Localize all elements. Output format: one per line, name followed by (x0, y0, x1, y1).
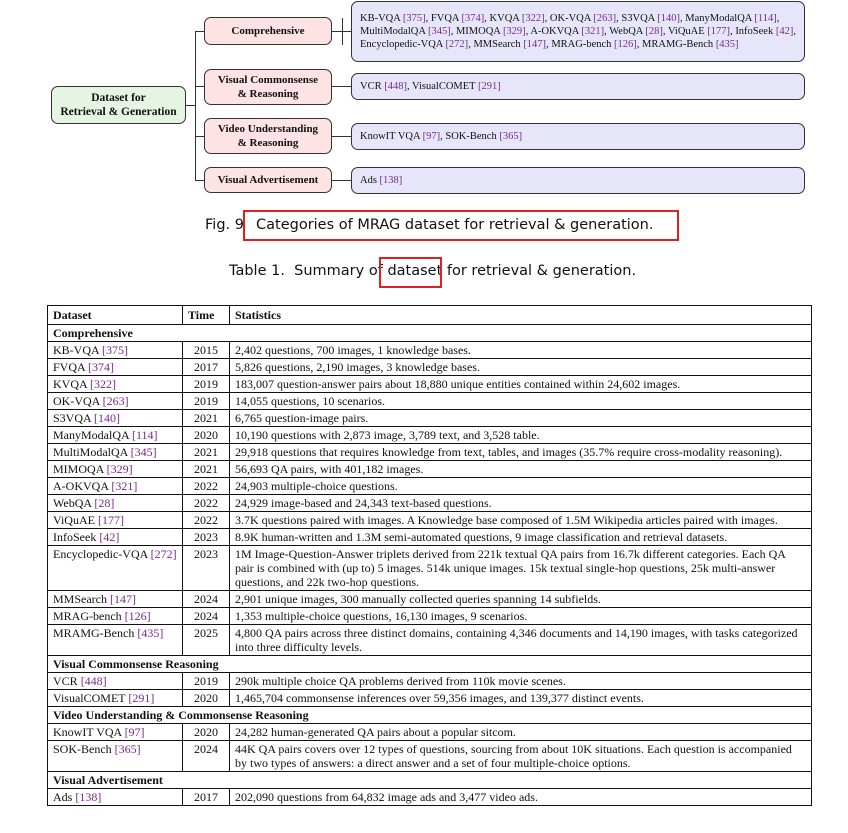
dataset-cell (48, 529, 183, 546)
leaf-dataset-item (642, 39, 739, 50)
category-label: & Reasoning (237, 137, 299, 149)
citation-link[interactable]: [42] (775, 26, 794, 37)
time-cell: 2024 (183, 608, 230, 625)
section-title: Video Understanding & Commonsense Reasoning (48, 707, 812, 724)
statistics-cell: 24,282 human-generated QA pairs about a popular sitcom. (230, 724, 812, 741)
root-node (51, 86, 186, 124)
statistics-cell: 1,465,704 commonsense inferences over 59,356 images, and 139,377 distinct events. (230, 690, 812, 707)
section-title: Visual Commonsense Reasoning (48, 656, 812, 673)
citation-link[interactable]: [291] (128, 691, 155, 705)
dataset-cell (48, 410, 183, 427)
leaf-dataset-item (551, 39, 636, 50)
leaf-dataset-name: KVQA (489, 13, 522, 24)
statistics-cell: 24,903 multiple-choice questions. (230, 478, 812, 495)
dataset-cell (48, 741, 183, 772)
leaf-dataset-item (360, 81, 407, 92)
time-cell: 2021 (183, 461, 230, 478)
summary-table (47, 305, 812, 806)
root-line-2: Retrieval & Generation (60, 106, 177, 118)
dataset-cell (48, 478, 183, 495)
leaf-dataset-item (412, 81, 501, 92)
leaf-dataset-name: KB-VQA (360, 13, 403, 24)
table-row (48, 673, 812, 690)
dataset-name: VCR (53, 674, 81, 688)
citation-link[interactable]: [28] (645, 26, 663, 37)
leaf-dataset-name: KnowIT VQA (360, 131, 423, 142)
dataset-cell (48, 591, 183, 608)
citation-link[interactable]: [126] (614, 39, 637, 50)
citation-link[interactable]: [291] (478, 81, 501, 92)
dataset-name: ManyModalQA (53, 428, 132, 442)
table-row (48, 342, 812, 359)
statistics-cell: 290k multiple choice QA problems derived from 110k movie scenes. (230, 673, 812, 690)
statistics-cell: 3.7K questions paired with images. A Knowledge base composed of 1.5M Wikipedia articles paired with images. (230, 512, 812, 529)
dataset-name: ViQuAE (53, 513, 98, 527)
citation-link[interactable]: [435] (137, 626, 164, 640)
leaf-dataset-name: Encyclopedic-VQA (360, 39, 446, 50)
citation-link[interactable]: [374] (88, 360, 115, 374)
dataset-cell (48, 461, 183, 478)
header-statistics: Statistics (230, 306, 812, 325)
time-cell: 2015 (183, 342, 230, 359)
leaf-dataset-item (360, 175, 402, 186)
dataset-cell (48, 376, 183, 393)
leaf-node-visual-advertisement (351, 167, 805, 194)
connector (332, 31, 342, 32)
citation-link[interactable]: [140] (657, 13, 681, 24)
table-section-row (48, 325, 812, 342)
dataset-name: MMSearch (53, 592, 110, 606)
statistics-cell: 5,826 questions, 2,190 images, 3 knowledge bases. (230, 359, 812, 376)
leaf-dataset-name: MMSearch (473, 39, 524, 50)
table-row (48, 741, 812, 772)
citation-link[interactable]: [177] (97, 513, 124, 527)
statistics-cell: 24,929 image-based and 24,343 text-based questions. (230, 495, 812, 512)
citation-link[interactable]: [97] (422, 131, 441, 142)
statistics-cell: 183,007 question-answer pairs about 18,880 unique entities contained within 24,602 images. (230, 376, 812, 393)
time-cell: 2020 (183, 690, 230, 707)
leaf-dataset-item (668, 26, 730, 37)
statistics-cell: 29,918 questions that requires knowledge from text, tables, and images (35.7% require cross-modality reasoning). (230, 444, 812, 461)
table-section-row (48, 656, 812, 673)
dataset-name: MRAG-bench (53, 609, 125, 623)
dataset-cell (48, 546, 183, 591)
time-cell: 2019 (183, 393, 230, 410)
table-caption-highlight-word: dataset (387, 263, 443, 279)
citation-link[interactable]: [272] (445, 39, 469, 50)
citation-link[interactable]: [375] (402, 13, 426, 24)
time-cell: 2023 (183, 546, 230, 591)
table-row (48, 789, 812, 806)
time-cell: 2022 (183, 478, 230, 495)
statistics-cell: 202,090 questions from 64,832 image ads and 3,477 video ads. (230, 789, 812, 806)
category-label: Visual Advertisement (217, 174, 319, 186)
time-cell: 2020 (183, 724, 230, 741)
leaf-node-visual-commonsense (351, 73, 805, 100)
table-caption-highlight-box (379, 257, 442, 288)
citation-link[interactable]: [321] (111, 479, 138, 493)
connector (195, 31, 204, 32)
time-cell: 2021 (183, 410, 230, 427)
connector (195, 136, 204, 137)
table-row (48, 690, 812, 707)
citation-link[interactable]: [448] (80, 674, 107, 688)
citation-link[interactable]: [322] (521, 13, 545, 24)
leaf-dataset-name: SOK-Bench (445, 131, 500, 142)
leaf-dataset-name: A-OKVQA (530, 26, 582, 37)
connector (195, 180, 204, 181)
leaf-text: VCR [448], VisualCOMET [291] (360, 81, 501, 92)
leaf-dataset-item (456, 26, 526, 37)
citation-link[interactable]: [138] (379, 175, 403, 186)
connector (186, 105, 195, 106)
citation-link[interactable]: [345] (427, 26, 451, 37)
dataset-name: OK-VQA (53, 394, 103, 408)
table-header-row (48, 306, 812, 325)
connector (342, 31, 351, 32)
category-label: Comprehensive (231, 25, 305, 37)
leaf-text (360, 174, 402, 187)
header-time: Time (183, 306, 230, 325)
table-row (48, 495, 812, 512)
table-section-row (48, 772, 812, 789)
dataset-cell (48, 495, 183, 512)
dataset-name: WebQA (53, 496, 95, 510)
citation-link[interactable]: [374] (461, 13, 485, 24)
dataset-name: KVQA (53, 377, 91, 391)
citation-link[interactable]: [147] (523, 39, 547, 50)
leaf-dataset-name: VCR (360, 81, 385, 92)
leaf-node-video-understanding (351, 123, 805, 150)
table-row (48, 461, 812, 478)
citation-link[interactable]: [448] (384, 81, 407, 92)
citation-link[interactable]: [147] (110, 592, 136, 606)
leaf-dataset-name: FVQA (430, 13, 462, 24)
time-cell: 2017 (183, 789, 230, 806)
citation-link[interactable]: [263] (593, 13, 617, 24)
category-node-visual-advertisement (204, 167, 332, 193)
leaf-dataset-name: MIMOQA (455, 26, 503, 37)
table-row (48, 608, 812, 625)
dataset-name: A-OKVQA (53, 479, 112, 493)
figure-caption (205, 217, 244, 233)
leaf-dataset-name: InfoSeek (735, 26, 776, 37)
root-line-1: Dataset for (91, 92, 146, 104)
table-row (48, 393, 812, 410)
leaf-dataset-item (360, 39, 468, 50)
leaf-dataset-item (445, 131, 522, 142)
leaf-dataset-item (550, 13, 616, 24)
leaf-dataset-item (360, 26, 451, 37)
connector (332, 86, 351, 87)
category-node-visual-commonsense (204, 69, 332, 105)
leaf-text: KB-VQA [375], FVQA [374], KVQA [322], OK-VQA [263], S3VQA [140], ManyModalQA [114], MultiModalQA [345], MIMOQA [329], A-OKVQA [321], WebQA [28], ViQuAE [177], InfoSeek [42], Encyclopedic-VQA [272], MMSearch [147], MRAG-bench [126], MRAMG-Bench [435] (360, 13, 796, 50)
statistics-cell: 56,693 QA pairs, with 401,182 images. (230, 461, 812, 478)
citation-link[interactable]: [272] (150, 547, 177, 561)
table-row (48, 546, 812, 591)
leaf-dataset-item (735, 26, 793, 37)
citation-link[interactable]: [375] (102, 343, 129, 357)
citation-link[interactable]: [365] (114, 742, 141, 756)
section-title: Visual Advertisement (48, 772, 812, 789)
citation-link[interactable]: [263] (102, 394, 129, 408)
leaf-node-comprehensive (351, 1, 805, 62)
dataset-cell (48, 625, 183, 656)
leaf-dataset-name: ViQuAE (667, 26, 708, 37)
table-row (48, 529, 812, 546)
time-cell: 2024 (183, 591, 230, 608)
table-row (48, 444, 812, 461)
figure-caption-prefix: Fig. 9 (205, 217, 244, 233)
leaf-dataset-item (360, 131, 440, 142)
category-label: Visual Commonsense (217, 74, 319, 86)
dataset-cell (48, 512, 183, 529)
table-row (48, 427, 812, 444)
statistics-cell: 1,353 multiple-choice questions, 16,130 images, 9 scenarios. (230, 608, 812, 625)
connector (195, 86, 204, 87)
dataset-cell (48, 359, 183, 376)
time-cell: 2020 (183, 427, 230, 444)
dataset-name: MIMOQA (53, 462, 107, 476)
leaf-dataset-item (609, 26, 663, 37)
time-cell: 2022 (183, 512, 230, 529)
category-node-video-understanding (204, 118, 332, 154)
time-cell: 2017 (183, 359, 230, 376)
citation-link[interactable]: [365] (499, 131, 523, 142)
leaf-dataset-name: WebQA (609, 26, 646, 37)
leaf-dataset-name: ManyModalQA (685, 13, 755, 24)
citation-link[interactable]: [114] (754, 13, 777, 24)
citation-link[interactable]: [177] (707, 26, 731, 37)
dataset-name: KnowIT VQA (53, 725, 125, 739)
statistics-cell: 2,402 questions, 700 images, 1 knowledge bases. (230, 342, 812, 359)
dataset-name: SOK-Bench (53, 742, 115, 756)
leaf-dataset-name: S3VQA (621, 13, 658, 24)
dataset-cell (48, 342, 183, 359)
leaf-dataset-item (490, 13, 545, 24)
dataset-name: VisualCOMET (53, 691, 129, 705)
table-row (48, 512, 812, 529)
dataset-cell (48, 673, 183, 690)
leaf-dataset-item (473, 39, 546, 50)
time-cell: 2025 (183, 625, 230, 656)
citation-link[interactable]: [435] (715, 39, 739, 50)
table-row (48, 591, 812, 608)
table-body (48, 325, 812, 806)
citation-link[interactable]: [140] (94, 411, 121, 425)
statistics-cell: 44K QA pairs covers over 12 types of questions, sourcing from about 10K situations. Each question is accompanied by two types of answers: a direct answer and a set of four multiple-choice options. (230, 741, 812, 772)
leaf-dataset-item (360, 13, 426, 24)
table-row (48, 724, 812, 741)
dataset-name: FVQA (53, 360, 89, 374)
time-cell: 2023 (183, 529, 230, 546)
statistics-cell: 14,055 questions, 10 scenarios. (230, 393, 812, 410)
table-caption-suffix: for retrieval & generation. (442, 263, 637, 279)
citation-link[interactable]: [345] (130, 445, 157, 459)
category-label: & Reasoning (237, 88, 299, 100)
dataset-name: Ads (53, 790, 76, 804)
dataset-name: S3VQA (53, 411, 95, 425)
citation-link[interactable]: [42] (99, 530, 120, 544)
table-caption-prefix: Table 1. Summary of (229, 263, 388, 279)
dataset-name: KB-VQA (53, 343, 103, 357)
table-section-row (48, 707, 812, 724)
table-row (48, 376, 812, 393)
citation-link[interactable]: [114] (132, 428, 158, 442)
dataset-name: MRAMG-Bench (53, 626, 138, 640)
leaf-dataset-name: Ads (360, 175, 380, 186)
leaf-dataset-item (621, 13, 680, 24)
dataset-cell (48, 393, 183, 410)
citation-link[interactable]: [28] (94, 496, 115, 510)
leaf-text: KnowIT VQA [97], SOK-Bench [365] (360, 131, 523, 142)
statistics-cell: 4,800 QA pairs across three distinct domains, containing 4,346 documents and 14,190 images, with tasks categorized into three difficulty levels. (230, 625, 812, 656)
dataset-name: MultiModalQA (53, 445, 131, 459)
leaf-dataset-name: MRAG-bench (551, 39, 615, 50)
leaf-dataset-item (685, 13, 776, 24)
statistics-cell: 1M Image-Question-Answer triplets derived from 221k textual QA pairs from 16.7k different categories. Each QA pair is combined with (up to) 5 images. 514k unique images. 15k textual single-hop questions, 25k multi-answer questions, and 22k two-hop questions. (230, 546, 812, 591)
table-row (48, 410, 812, 427)
time-cell: 2021 (183, 444, 230, 461)
statistics-cell: 2,901 unique images, 300 manually collected queries spanning 14 subfields. (230, 591, 812, 608)
dataset-cell (48, 608, 183, 625)
time-cell: 2019 (183, 673, 230, 690)
connector (332, 136, 351, 137)
statistics-cell: 6,765 question-image pairs. (230, 410, 812, 427)
leaf-dataset-name: VisualCOMET (412, 81, 478, 92)
dataset-cell (48, 789, 183, 806)
table-row (48, 625, 812, 656)
table-row (48, 478, 812, 495)
citation-link[interactable]: [97] (124, 725, 145, 739)
dataset-cell (48, 724, 183, 741)
citation-link[interactable]: [138] (75, 790, 102, 804)
category-node-comprehensive (204, 17, 332, 45)
leaf-dataset-name: OK-VQA (549, 13, 594, 24)
dataset-cell (48, 427, 183, 444)
figure-caption-text: Categories of MRAG dataset for retrieval & generation. (256, 217, 654, 233)
leaf-dataset-item (431, 13, 484, 24)
statistics-cell: 8.9K human-written and 1.3M semi-automated questions, 9 image classification and retrieval datasets. (230, 529, 812, 546)
leaf-dataset-name: MRAMG-Bench (642, 39, 716, 50)
citation-link[interactable]: [126] (124, 609, 151, 623)
citation-link[interactable]: [329] (106, 462, 133, 476)
citation-link[interactable]: [322] (90, 377, 117, 391)
leaf-dataset-name: MultiModalQA (360, 26, 428, 37)
leaf-dataset-item (530, 26, 604, 37)
dataset-cell (48, 444, 183, 461)
table-row (48, 359, 812, 376)
time-cell: 2019 (183, 376, 230, 393)
citation-link[interactable]: [321] (581, 26, 605, 37)
statistics-cell: 10,190 questions with 2,873 image, 3,789 text, and 3,528 table. (230, 427, 812, 444)
section-title: Comprehensive (48, 325, 812, 342)
header-dataset: Dataset (48, 306, 183, 325)
time-cell: 2022 (183, 495, 230, 512)
dataset-cell (48, 690, 183, 707)
connector (332, 180, 351, 181)
connector (195, 31, 196, 181)
time-cell: 2024 (183, 741, 230, 772)
dataset-name: Encyclopedic-VQA (53, 547, 151, 561)
category-label: Video Understanding (217, 123, 319, 135)
dataset-name: InfoSeek (53, 530, 100, 544)
citation-link[interactable]: [329] (502, 26, 526, 37)
